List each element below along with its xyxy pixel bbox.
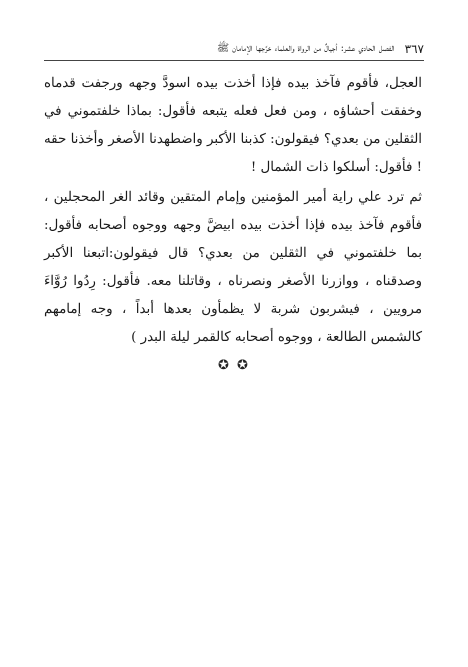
section-end-ornament: ✪ ✪ <box>218 358 250 373</box>
chapter-title: الفصل الحادي عشر: أجيالٌ من الرواة والعلماء خرَّجها الإمامان ﷺ <box>216 43 395 54</box>
page-number: ٣٦٧ <box>404 42 424 56</box>
paragraph-2: ثم ترد علي راية أمير المؤمنين وإمام المتقين وقائد الغر المحجلين ، فأقوم فآخذ بيده فإذا أخذت بيده ابيضَّ وجهه ووجوه أصحابه فأقول: بما خلفتموني في الثقلين من بعدي؟ قال فيقولون:اتبعنا الأكبر وصدقناه ، ووازرنا الأصغر ونصرناه ، وقاتلنا معه. فأقول: رِدُوا رُوَّاءَ مرويين ، فيشربون شربة لا يظمأون بعدها أبداً ، وجه إمامهم كالشمس الطالعة ، ووجوه أصحابه كالقمر ليلة البدر ) <box>44 190 422 345</box>
paragraph-1: العجل، فأقوم فآخذ بيده فإذا أخذت بيده اسودَّ وجهه ورجفت قدماه وخفقت أحشاؤه ، ومن فعل فعله يتبعه فأقول: بماذا خلفتموني في الثقلين من بعدي؟ فيقولون: كذبنا الأكبر واضطهدنا الأصغر وأخذنا حقه ! فأقول: أسلكوا ذات الشمال ! <box>44 76 422 175</box>
body-text <box>44 70 422 352</box>
running-header <box>44 40 424 61</box>
